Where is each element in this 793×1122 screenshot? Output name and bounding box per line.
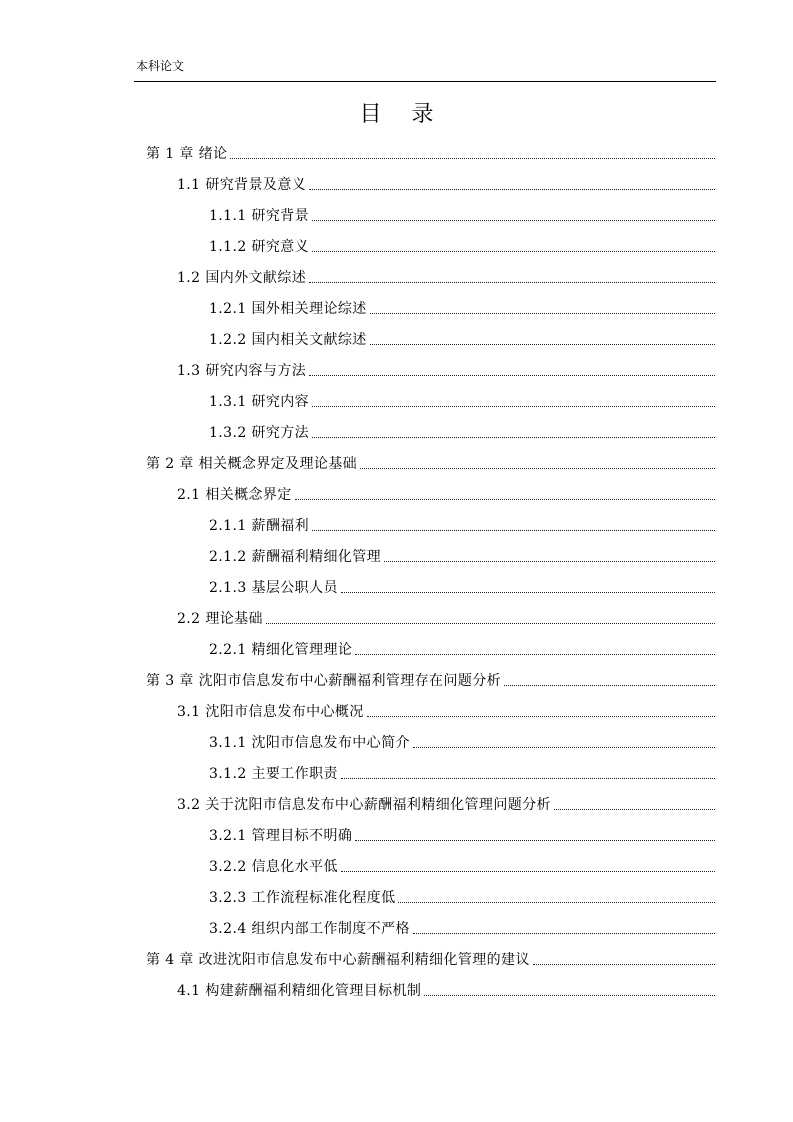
toc-entry-text: 4.1 构建薪酬福利精细化管理目标机制: [177, 982, 422, 999]
dot-leader: [413, 919, 715, 934]
dot-leader: [398, 888, 715, 903]
dot-leader: [355, 640, 715, 655]
toc-entry[interactable]: [0, 230, 793, 261]
dot-leader: [312, 423, 715, 438]
toc-entry-text: 3.2.4 组织内部工作制度不严格: [209, 920, 410, 937]
toc-entry[interactable]: [0, 168, 793, 199]
toc-entry[interactable]: [0, 881, 793, 912]
toc-entry[interactable]: [0, 726, 793, 757]
toc-entry[interactable]: [0, 695, 793, 726]
toc-entry-text: 2.2.1 精细化管理理论: [209, 641, 353, 658]
toc-entry[interactable]: [0, 447, 793, 478]
toc-entry-text: 1.2 国内外文献综述: [177, 269, 307, 286]
toc-entry-text: 1.2.1 国外相关理论综述: [209, 300, 367, 317]
toc-entry-text: 2.1.3 基层公职人员: [209, 579, 338, 596]
toc-entry[interactable]: [0, 819, 793, 850]
toc-entry[interactable]: [0, 943, 793, 974]
toc-entry[interactable]: [0, 664, 793, 695]
dot-leader: [533, 950, 715, 965]
dot-leader: [554, 795, 715, 810]
dot-leader: [309, 175, 715, 190]
toc-entry[interactable]: [0, 912, 793, 943]
toc-entry[interactable]: [0, 788, 793, 819]
dot-leader: [367, 702, 715, 717]
dot-leader: [309, 361, 715, 376]
dot-leader: [413, 733, 715, 748]
toc-entry-text: 第 2 章 相关概念界定及理论基础: [146, 455, 358, 472]
toc-entry[interactable]: [0, 137, 793, 168]
toc-entry-text: 2.2 理论基础: [177, 610, 263, 627]
dot-leader: [341, 578, 715, 593]
dot-leader: [370, 299, 715, 314]
dot-leader: [341, 857, 715, 872]
dot-leader: [424, 981, 715, 996]
toc-entry-text: 3.2.1 管理目标不明确: [209, 827, 353, 844]
toc-entry-text: 2.1.1 薪酬福利: [209, 517, 310, 534]
toc-entry[interactable]: [0, 323, 793, 354]
toc-entry[interactable]: [0, 571, 793, 602]
dot-leader: [312, 392, 715, 407]
dot-leader: [266, 609, 715, 624]
toc-entry-text: 第 1 章 绪论: [146, 145, 228, 162]
dot-leader: [360, 454, 715, 469]
toc-entry-text: 3.2.3 工作流程标准化程度低: [209, 889, 396, 906]
dot-leader: [341, 764, 715, 779]
dot-leader: [504, 671, 715, 686]
toc-entry[interactable]: [0, 199, 793, 230]
dot-leader: [312, 206, 715, 221]
toc-entry-text: 3.2.2 信息化水平低: [209, 858, 338, 875]
dot-leader: [312, 237, 715, 252]
toc-entry[interactable]: [0, 540, 793, 571]
toc-entry[interactable]: [0, 757, 793, 788]
toc-entry[interactable]: [0, 509, 793, 540]
toc-entry-text: 第 4 章 改进沈阳市信息发布中心薪酬福利精细化管理的建议: [146, 951, 530, 968]
toc-entry-text: 第 3 章 沈阳市信息发布中心薪酬福利管理存在问题分析: [146, 672, 502, 689]
dot-leader: [384, 547, 715, 562]
toc-entry-text: 1.3.2 研究方法: [209, 424, 310, 441]
dot-leader: [309, 268, 715, 283]
toc-entry[interactable]: [0, 354, 793, 385]
dot-leader: [230, 144, 715, 159]
toc-entry[interactable]: [0, 292, 793, 323]
toc-entry-text: 3.1 沈阳市信息发布中心概况: [177, 703, 364, 720]
toc-entry[interactable]: [0, 261, 793, 292]
toc-entry[interactable]: [0, 974, 793, 1005]
toc-entry[interactable]: [0, 478, 793, 509]
toc-entry-text: 1.3.1 研究内容: [209, 393, 310, 410]
toc-entry[interactable]: [0, 385, 793, 416]
toc-entry-text: 3.1.1 沈阳市信息发布中心简介: [209, 734, 410, 751]
toc-entry-text: 1.1.2 研究意义: [209, 238, 310, 255]
dot-leader: [295, 485, 715, 500]
toc-entry[interactable]: [0, 850, 793, 881]
toc-entry-text: 3.2 关于沈阳市信息发布中心薪酬福利精细化管理问题分析: [177, 796, 551, 813]
toc-entry-text: 1.3 研究内容与方法: [177, 362, 307, 379]
toc-entry[interactable]: [0, 633, 793, 664]
table-of-contents: [0, 137, 793, 1005]
toc-entry[interactable]: [0, 602, 793, 633]
toc-entry-text: 2.1 相关概念界定: [177, 486, 292, 503]
toc-entry-text: 1.2.2 国内相关文献综述: [209, 331, 367, 348]
toc-title: 目录: [359, 102, 464, 127]
dot-leader: [370, 330, 715, 345]
dot-leader: [355, 826, 715, 841]
toc-entry-text: 1.1.1 研究背景: [209, 207, 310, 224]
toc-entry-text: 2.1.2 薪酬福利精细化管理: [209, 548, 382, 565]
toc-entry-text: 1.1 研究背景及意义: [177, 176, 307, 193]
header-rule: [134, 81, 716, 82]
toc-entry-text: 3.1.2 主要工作职责: [209, 765, 338, 782]
dot-leader: [312, 516, 715, 531]
toc-entry[interactable]: [0, 416, 793, 447]
running-header: 本科论文: [136, 59, 185, 73]
